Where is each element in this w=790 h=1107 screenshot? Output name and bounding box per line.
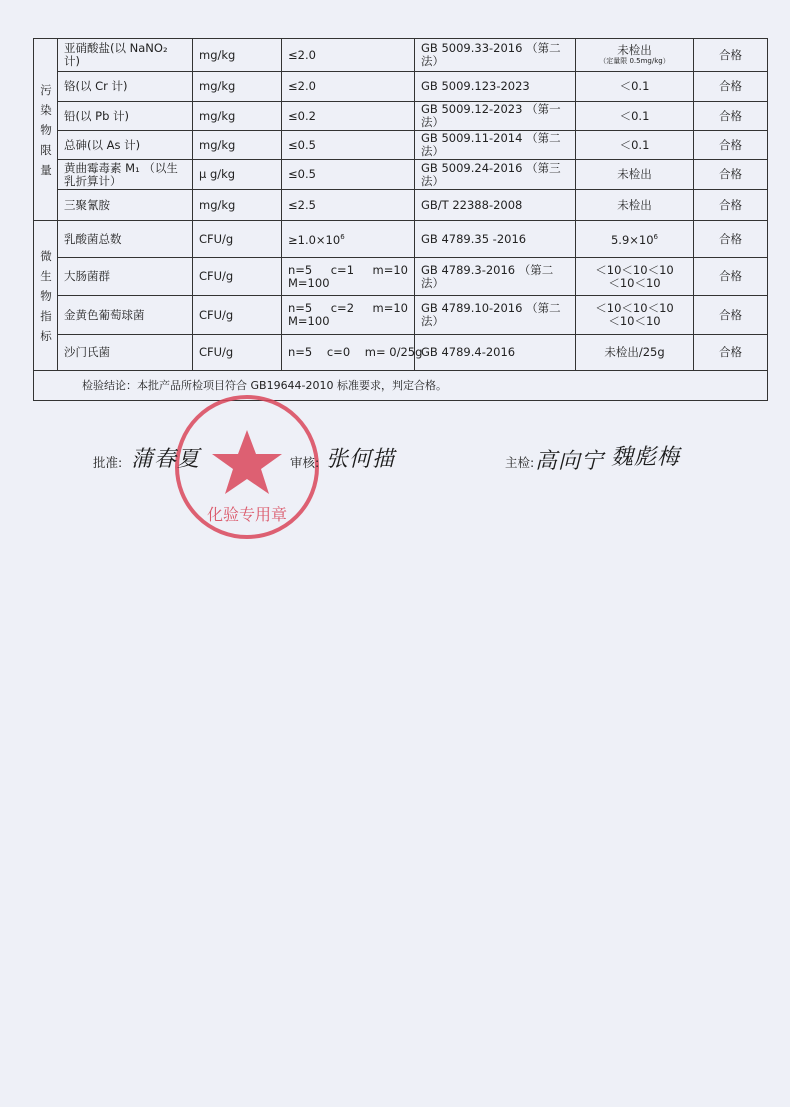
- approver-signature: 蒲春夏: [131, 447, 201, 472]
- verdict: 合格: [694, 335, 768, 371]
- unit: mg/kg: [193, 39, 282, 72]
- verdict: 合格: [694, 102, 768, 131]
- reviewer-label: 审核:: [290, 455, 320, 470]
- table-row: [34, 39, 768, 72]
- item-name: 铅(以 Pb 计): [58, 102, 193, 131]
- conclusion-row: [34, 371, 768, 401]
- standard-value: ≤2.0: [282, 39, 415, 72]
- item-name: 总砷(以 As 计): [58, 131, 193, 160]
- test-result: ＜10＜10＜10 ＜10＜10: [576, 296, 694, 335]
- item-name: 亚硝酸盐(以 NaNO₂ 计): [58, 39, 193, 72]
- test-result: 未检出/25g: [576, 335, 694, 371]
- item-name: 铬(以 Cr 计): [58, 72, 193, 102]
- tester-signature-1: 高向宁: [535, 449, 605, 474]
- test-method: GB 5009.12-2023 （第一法）: [415, 102, 576, 131]
- unit: μ g/kg: [193, 160, 282, 190]
- test-result: ＜0.1: [576, 102, 694, 131]
- test-result: 未检出 （定量限 0.5mg/kg）: [576, 39, 694, 72]
- standard-value: ≤2.5: [282, 190, 415, 221]
- test-result: 未检出: [576, 190, 694, 221]
- item-name: 黄曲霉毒素 M₁ （以生乳折算计）: [58, 160, 193, 190]
- tester-label: 主检:: [505, 455, 535, 470]
- standard-value: ≤0.2: [282, 102, 415, 131]
- test-result: ＜0.1: [576, 72, 694, 102]
- verdict: 合格: [694, 296, 768, 335]
- table-row: [34, 72, 768, 102]
- stamp-bottom-text: 化验专用章: [206, 505, 288, 524]
- test-method: GB 4789.10-2016 （第二法）: [415, 296, 576, 335]
- test-method: GB 5009.24-2016 （第三法）: [415, 160, 576, 190]
- test-method: GB 4789.35 -2016: [415, 221, 576, 258]
- item-name: 三聚氰胺: [58, 190, 193, 221]
- test-result: $5.9\times 10^6$: [576, 221, 694, 258]
- unit: mg/kg: [193, 72, 282, 102]
- standard-value: ≤0.5: [282, 160, 415, 190]
- verdict: 合格: [694, 221, 768, 258]
- verdict: 合格: [694, 131, 768, 160]
- test-method: GB 5009.33-2016 （第二法）: [415, 39, 576, 72]
- standard-value: $\ge 1.0\times 10^6$: [282, 221, 415, 258]
- test-method: GB 5009.123-2023: [415, 72, 576, 102]
- approver-label: 批准:: [93, 455, 123, 470]
- signature-line: [0, 445, 790, 490]
- unit: mg/kg: [193, 102, 282, 131]
- standard-value: n=5 c=0 m= 0/25g: [282, 335, 415, 371]
- conclusion-text: 检验结论：本批产品所检项目符合 GB19644-2010 标准要求，判定合格。: [34, 371, 768, 401]
- table-row: [34, 131, 768, 160]
- verdict: 合格: [694, 39, 768, 72]
- unit: mg/kg: [193, 190, 282, 221]
- verdict: 合格: [694, 160, 768, 190]
- item-name: 沙门氏菌: [58, 335, 193, 371]
- table-row: [34, 221, 768, 258]
- item-name: 大肠菌群: [58, 258, 193, 296]
- standard-value: ≤0.5: [282, 131, 415, 160]
- tester-signature-2: 魏彪梅: [611, 445, 681, 470]
- table-row: [34, 160, 768, 190]
- test-result: ＜10＜10＜10 ＜10＜10: [576, 258, 694, 296]
- verdict: 合格: [694, 258, 768, 296]
- item-name: 金黄色葡萄球菌: [58, 296, 193, 335]
- test-method: GB 4789.3-2016 （第二法）: [415, 258, 576, 296]
- unit: CFU/g: [193, 335, 282, 371]
- test-result: ＜0.1: [576, 131, 694, 160]
- unit: mg/kg: [193, 131, 282, 160]
- reviewer-signature: 张何描: [326, 447, 396, 472]
- unit: CFU/g: [193, 296, 282, 335]
- test-method: GB 4789.4-2016: [415, 335, 576, 371]
- table-row: [34, 190, 768, 221]
- table-row: [34, 102, 768, 131]
- table-row: [34, 258, 768, 296]
- test-method: GB/T 22388-2008: [415, 190, 576, 221]
- table-row: [34, 296, 768, 335]
- sampling-plan: n=5 c=1 m=10 M=100: [282, 258, 415, 296]
- verdict: 合格: [694, 190, 768, 221]
- test-result: 未检出: [576, 160, 694, 190]
- verdict: 合格: [694, 72, 768, 102]
- standard-value: ≤2.0: [282, 72, 415, 102]
- category-microbial: 微生物指标: [34, 221, 58, 371]
- unit: CFU/g: [193, 221, 282, 258]
- category-pollutants: 污染物限量: [34, 39, 58, 221]
- sampling-plan: n=5 c=2 m=10 M=100: [282, 296, 415, 335]
- unit: CFU/g: [193, 258, 282, 296]
- table-row: [34, 335, 768, 371]
- item-name: 乳酸菌总数: [58, 221, 193, 258]
- test-method: GB 5009.11-2014 （第二法）: [415, 131, 576, 160]
- test-results-table: [33, 38, 768, 401]
